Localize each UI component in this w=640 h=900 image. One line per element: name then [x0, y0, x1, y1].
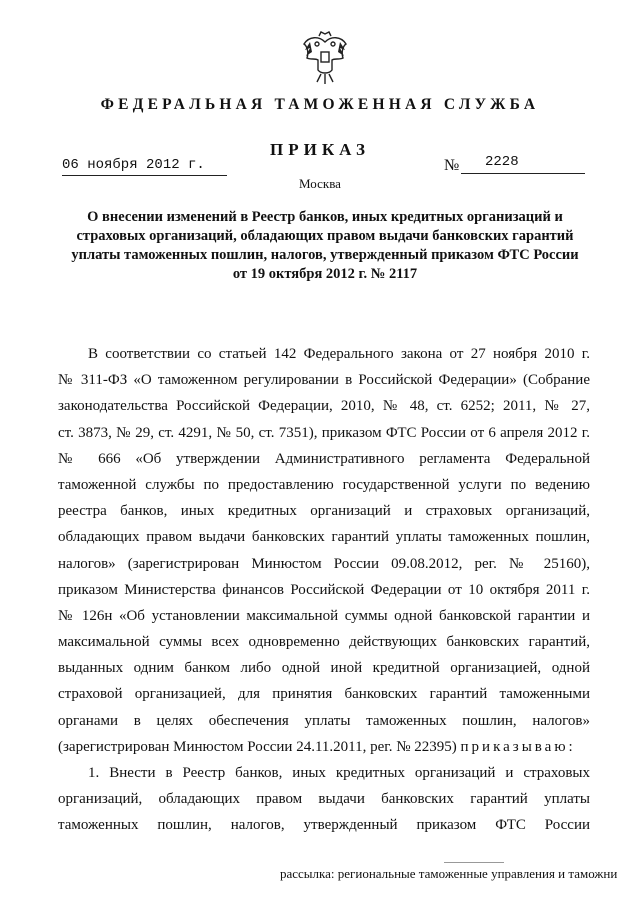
footer-divider [444, 862, 504, 863]
distribution-note: рассылка: региональные таможенные управления и таможни [280, 866, 618, 881]
document-type: ПРИКАЗ [270, 140, 370, 159]
document-date: 06 ноября 2012 г. [62, 157, 205, 173]
number-field [461, 155, 585, 174]
title-line: уплаты таможенных пошлин, налогов, утвержденный приказом ФТС России [71, 247, 579, 263]
body-line: приказом Министерства финансов Российской Федерации от 10 октября 2011 г. [58, 581, 590, 598]
body-line: налогов» (зарегистрирован Минюстом России 09.08.2012, рег. № 25160), [58, 555, 590, 572]
body-line: страховой организацией, для принятия банковских гарантий таможенными [58, 686, 590, 703]
title-line: страховых организаций, обладающих правом выдачи банковских гарантий [76, 228, 574, 244]
document-body [58, 343, 590, 841]
title-line: О внесении изменений в Реестр банков, иных кредитных организаций и [87, 209, 563, 225]
body-line: В соответствии со статьей 142 Федерального закона от 27 ноября 2010 г. [88, 346, 590, 362]
city: Москва [299, 176, 341, 191]
coat-of-arms-emblem [301, 30, 349, 86]
body-line: обладающих правом выдачи банковских гарантий уплаты таможенных пошлин, [58, 529, 590, 546]
number-sign: № [444, 157, 460, 174]
body-line: органами в целях обеспечения уплаты таможенных пошлин, налогов» [58, 712, 590, 729]
registration-note: (зарегистрирован Минюстом России 24.11.2011, рег. № 22395) [58, 738, 457, 755]
body-line: № 311-ФЗ «О таможенном регулировании в Российской Федерации» (Собрание [58, 372, 590, 389]
body-line: таможенной службы по предоставлению государственной услуги по ведению [58, 476, 590, 493]
item-line: организаций, обладающих правом выдачи банковских гарантий уплаты [58, 791, 590, 808]
item-line: 1. Внести в Реестр банков, иных кредитных организаций и страховых [88, 765, 590, 781]
document-number: 2228 [485, 154, 519, 170]
title-line: от 19 октября 2012 г. № 2117 [232, 266, 418, 282]
body-line-order [58, 736, 590, 762]
body-line: законодательства Российской Федерации, 2010, № 48, ст. 6252; 2011, № 27, [58, 398, 590, 415]
body-line: выданных одним банком либо одной иной кредитной организацией, одной [58, 660, 590, 677]
body-line: максимальной суммы всех одновременно действующих банковских гарантий, [58, 634, 590, 651]
order-word: приказываю: [460, 738, 576, 755]
body-line: № 126н «Об установлении максимальной суммы одной банковской гарантии и [58, 607, 590, 624]
body-line: № 666 «Об утверждении Административного регламента Федеральной [58, 450, 590, 467]
body-line: реестра банков, иных кредитных организаций и страховых организаций, [58, 503, 590, 520]
item-line: таможенных пошлин, налогов, утвержденный приказом ФТС России [58, 817, 590, 834]
document-title [55, 208, 595, 284]
body-line: ст. 3873, № 29, ст. 4291, № 50, ст. 7351), приказом ФТС России от 6 апреля 2012 г. [58, 424, 590, 441]
date-field [62, 157, 227, 176]
agency-name: ФЕДЕРАЛЬНАЯ ТАМОЖЕННАЯ СЛУЖБА [100, 96, 540, 113]
